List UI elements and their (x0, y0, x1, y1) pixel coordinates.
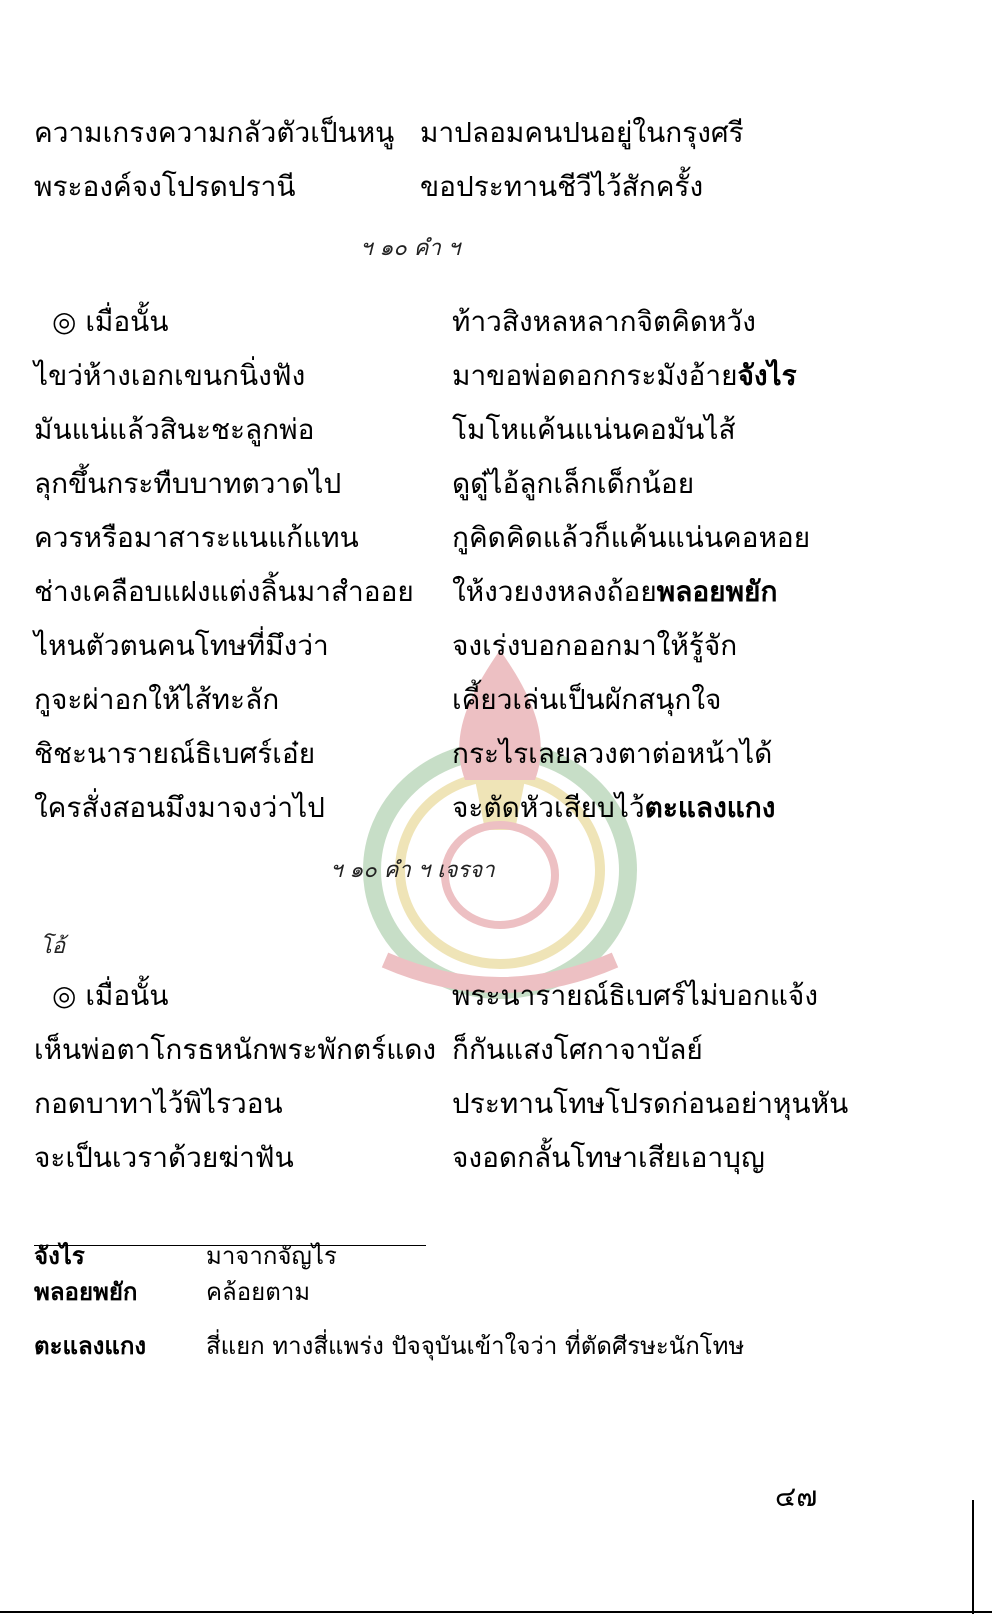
verse-line: โมโหแค้นแน่นคอมันไส้ (452, 413, 736, 446)
scan-edge (972, 1500, 974, 1614)
verse-line: ควรหรือมาสาระแนแก้แทน (34, 521, 359, 554)
verse-line: มาปลอมคนปนอยู่ในกรุงศรี (420, 116, 744, 149)
verse-line: ท้าวสิงหลหลากจิตคิดหวัง (452, 305, 756, 338)
footnote-term: จังไร (34, 1242, 85, 1270)
verse-line: มาขอพ่อดอกกระมังอ้ายจังไร (452, 359, 797, 392)
verse-line: ไขว่ห้างเอกเขนกนิ่งฟัง (34, 359, 306, 392)
footnote-definition: มาจากจัญไร (206, 1242, 337, 1270)
verse-line: กูจะผ่าอกให้ไส้ทะลัก (34, 683, 280, 716)
verse-line: ความเกรงความกลัวตัวเป็นหนู (34, 116, 395, 149)
verse-line: ดูดู๋ไอ้ลูกเล็กเด็กน้อย (452, 467, 695, 500)
verse-line: เคี้ยวเล่นเป็นผักสนุกใจ (452, 683, 722, 716)
verse-line: ให้งวยงงหลงถ้อยพลอยพยัก (452, 575, 778, 608)
verse-intro: ◎ เมื่อนั้น (52, 305, 169, 338)
glossed-term: จังไร (737, 359, 797, 392)
melody-name: โอ้ (40, 934, 66, 959)
verse-intro: ◎ เมื่อนั้น (52, 979, 169, 1012)
verse-line: เห็นพ่อตาโกรธหนักพระพักตร์แดง (34, 1033, 437, 1066)
melody-marker: ฯ ๑๐ คำ ฯ (360, 236, 461, 261)
verse-line: ลุกขึ้นกระทืบบาทตวาดไป (34, 467, 342, 500)
page-number: ๔๗ (775, 1480, 818, 1513)
verse-line: จะเป็นเวราด้วยฆ่าฟัน (34, 1141, 294, 1174)
verse-line: กอดบาทาไว้พิไรวอน (34, 1087, 283, 1120)
verse-line: จงเร่งบอกออกมาให้รู้จัก (452, 629, 738, 662)
verse-line: พระองค์จงโปรดปรานี (34, 170, 296, 203)
verse-line: ใครสั่งสอนมึงมาจงว่าไป (34, 791, 325, 824)
scan-edge (0, 1611, 992, 1613)
verse-line: กระไรเลยลวงตาต่อหน้าได้ (452, 737, 773, 770)
footnote-term: พลอยพยัก (34, 1278, 138, 1306)
footnote-definition: สี่แยก ทางสี่แพร่ง ปัจจุบันเข้าใจว่า ที่ตัดศีรษะนักโทษ (206, 1332, 745, 1360)
melody-marker: ฯ ๑๐ คำ ฯ เจรจา (330, 858, 495, 883)
verse-line: จะตัดหัวเสียบไว้ตะแลงแกง (452, 791, 776, 824)
verse-line: กูคิดคิดแล้วก็แค้นแน่นคอหอย (452, 521, 811, 554)
verse-line: ขอประทานชีวีไว้สักครั้ง (420, 170, 704, 203)
verse-line: ไหนตัวตนคนโทษที่มึงว่า (34, 629, 329, 662)
verse-line: ก็กันแสงโศกาจาบัลย์ (452, 1033, 703, 1066)
verse-line: จงอดกลั้นโทษาเสียเอาบุญ (452, 1141, 765, 1174)
glossed-term: ตะแลงแกง (644, 791, 776, 824)
verse-line: ช่างเคลือบแฝงแต่งลิ้นมาสำออย (34, 575, 414, 608)
verse-line: มันแน่แล้วสินะชะลูกพ่อ (34, 413, 315, 446)
footnote-term: ตะแลงแกง (34, 1332, 147, 1360)
verse-line: ชิชะนารายณ์ธิเบศร์เอ๋ย (34, 737, 316, 770)
glossed-term: พลอยพยัก (656, 575, 778, 608)
verse-line: พระนารายณ์ธิเบศร์ไม่บอกแจ้ง (452, 979, 818, 1012)
footnote-definition: คล้อยตาม (206, 1278, 311, 1306)
verse-line: ประทานโทษโปรดก่อนอย่าหุนหัน (452, 1087, 849, 1120)
